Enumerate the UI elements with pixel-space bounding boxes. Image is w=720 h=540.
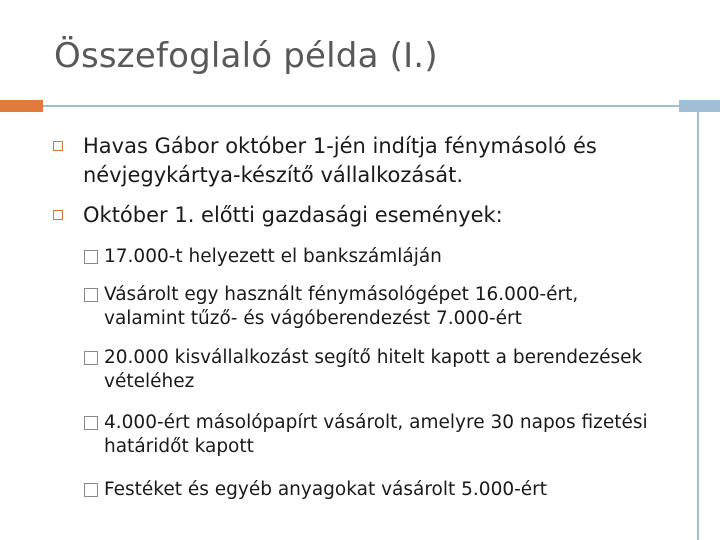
box-bullet-icon xyxy=(84,416,98,430)
sub-bullet-item xyxy=(104,245,664,269)
sub-bullet-item xyxy=(104,283,664,331)
sub-bullet-text: Festéket és egyéb anyagokat vásárolt 5.000-ért xyxy=(104,479,548,500)
slide-title: Összefoglaló példa (I.) xyxy=(54,36,438,76)
sub-bullet-item xyxy=(104,346,664,394)
square-bullet-icon xyxy=(53,210,63,220)
sub-bullet-text: Vásárolt egy használt fénymásológépet 16.000-ért, valamint tűző- és vágóberendezést 7.000-ért xyxy=(104,284,579,329)
title-accent-blue xyxy=(679,100,720,112)
box-bullet-icon xyxy=(84,250,98,264)
title-accent-orange xyxy=(0,100,43,112)
sub-bullet-text: 4.000-ért másolópapírt vásárolt, amelyre 30 napos fizetési határidőt kapott xyxy=(104,412,648,457)
bullet-text: Október 1. előtti gazdasági események: xyxy=(83,203,503,227)
sub-bullet-item xyxy=(104,411,664,459)
right-vertical-rule xyxy=(697,112,699,540)
sub-bullet-item xyxy=(104,478,664,502)
box-bullet-icon xyxy=(84,483,98,497)
title-divider-line xyxy=(43,105,679,107)
sub-bullet-text: 17.000-t helyezett el bankszámláján xyxy=(104,246,442,267)
square-bullet-icon xyxy=(53,141,63,151)
bullet-text: Havas Gábor október 1-jén indítja fénymásoló és névjegykártya-készítő vállalkozását. xyxy=(83,134,597,187)
sub-bullet-text: 20.000 kisvállalkozást segítő hitelt kapott a berendezések vételéhez xyxy=(104,347,643,392)
box-bullet-icon xyxy=(84,288,98,302)
bullet-item xyxy=(83,201,673,230)
box-bullet-icon xyxy=(84,351,98,365)
bullet-item xyxy=(83,132,673,190)
